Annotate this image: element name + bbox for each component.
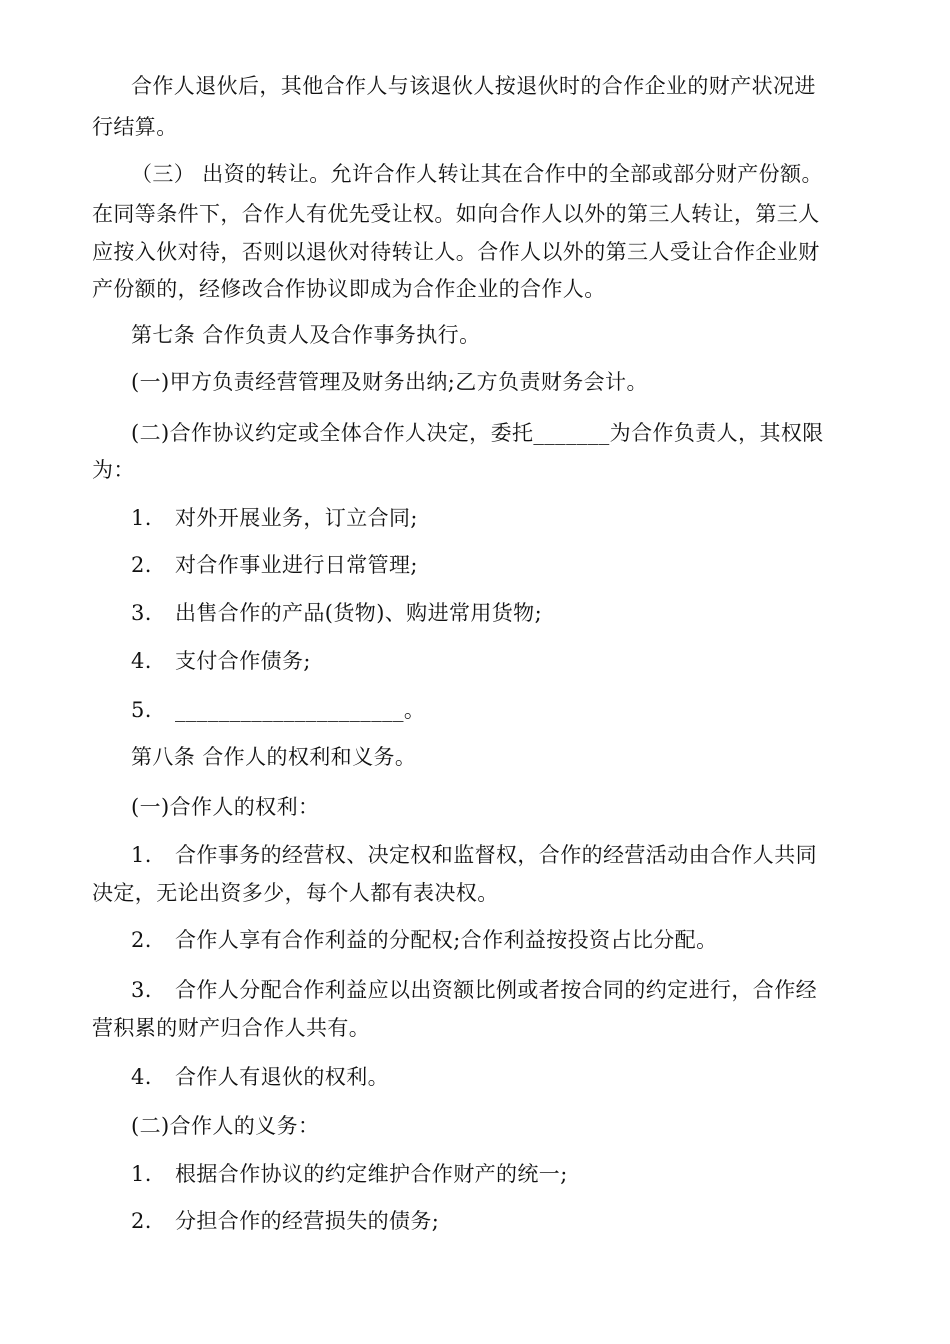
- list-number: 1.: [131, 506, 152, 530]
- paragraph-line: 应按入伙对待，否则以退伙对待转让人。合作人以外的第三人受让合作企业财: [92, 240, 820, 264]
- list-text: 分担合作的经营损失的债务;: [175, 1209, 440, 1233]
- list-text: _____________________。: [175, 698, 426, 722]
- list-number: 3.: [131, 601, 152, 625]
- list-text: 合作人有退伙的权利。: [175, 1065, 389, 1089]
- list-text: 合作人享有合作利益的分配权;合作利益按投资占比分配。: [175, 928, 718, 952]
- list-item: [131, 649, 901, 673]
- list-text: 对外开展业务，订立合同;: [175, 506, 418, 530]
- list-number: 4.: [131, 1065, 152, 1089]
- list-text: 对合作事业进行日常管理;: [175, 553, 418, 577]
- clause-line: (一)甲方负责经营管理及财务出纳;乙方负责财务会计。: [131, 370, 648, 394]
- list-item: [131, 1209, 901, 1233]
- list-number: 5.: [131, 698, 152, 722]
- article-heading: 第八条 合作人的权利和义务。: [131, 745, 417, 769]
- list-item: [131, 601, 901, 625]
- clause-line: 为：: [92, 458, 135, 482]
- section-heading: (一)合作人的权利：: [131, 795, 320, 819]
- list-number: 1.: [131, 1162, 152, 1186]
- list-text: 合作事务的经营权、决定权和监督权，合作的经营活动由合作人共同: [175, 843, 817, 867]
- article-heading: 第七条 合作负责人及合作事务执行。: [131, 323, 481, 347]
- paragraph-line: 在同等条件下，合作人有优先受让权。如向合作人以外的第三人转让，第三人: [92, 202, 820, 226]
- list-number: 2.: [131, 553, 152, 577]
- list-text: 支付合作债务;: [175, 649, 311, 673]
- list-item: [131, 1065, 901, 1089]
- paragraph-line: （三） 出资的转让。允许合作人转让其在合作中的全部或部分财产份额。: [131, 162, 823, 186]
- list-text: 根据合作协议的约定维护合作财产的统一;: [175, 1162, 568, 1186]
- section-heading: (二)合作人的义务：: [131, 1114, 320, 1138]
- paragraph-line: 产份额的，经修改合作协议即成为合作企业的合作人。: [92, 277, 606, 301]
- clause-line: (二)合作协议约定或全体合作人决定，委托_______为合作负责人，其权限: [131, 421, 824, 445]
- list-number: 3.: [131, 978, 152, 1002]
- list-number: 2.: [131, 1209, 152, 1233]
- list-number: 2.: [131, 928, 152, 952]
- paragraph-line: 行结算。: [92, 115, 178, 139]
- list-number: 4.: [131, 649, 152, 673]
- list-item: [131, 698, 901, 722]
- list-item: [131, 843, 901, 867]
- list-text: 合作人分配合作利益应以出资额比例或者按合同的约定进行，合作经: [175, 978, 817, 1002]
- list-item: [131, 1162, 901, 1186]
- list-item-continuation: 决定，无论出资多少，每个人都有表决权。: [92, 881, 499, 905]
- list-number: 1.: [131, 843, 152, 867]
- list-item: [131, 553, 901, 577]
- list-item-continuation: 营积累的财产归合作人共有。: [92, 1016, 371, 1040]
- list-item: [131, 978, 901, 1002]
- paragraph-line: 合作人退伙后，其他合作人与该退伙人按退伙时的合作企业的财产状况进: [131, 74, 816, 98]
- list-item: [131, 506, 901, 530]
- list-item: [131, 928, 901, 952]
- list-text: 出售合作的产品(货物)、购进常用货物;: [175, 601, 543, 625]
